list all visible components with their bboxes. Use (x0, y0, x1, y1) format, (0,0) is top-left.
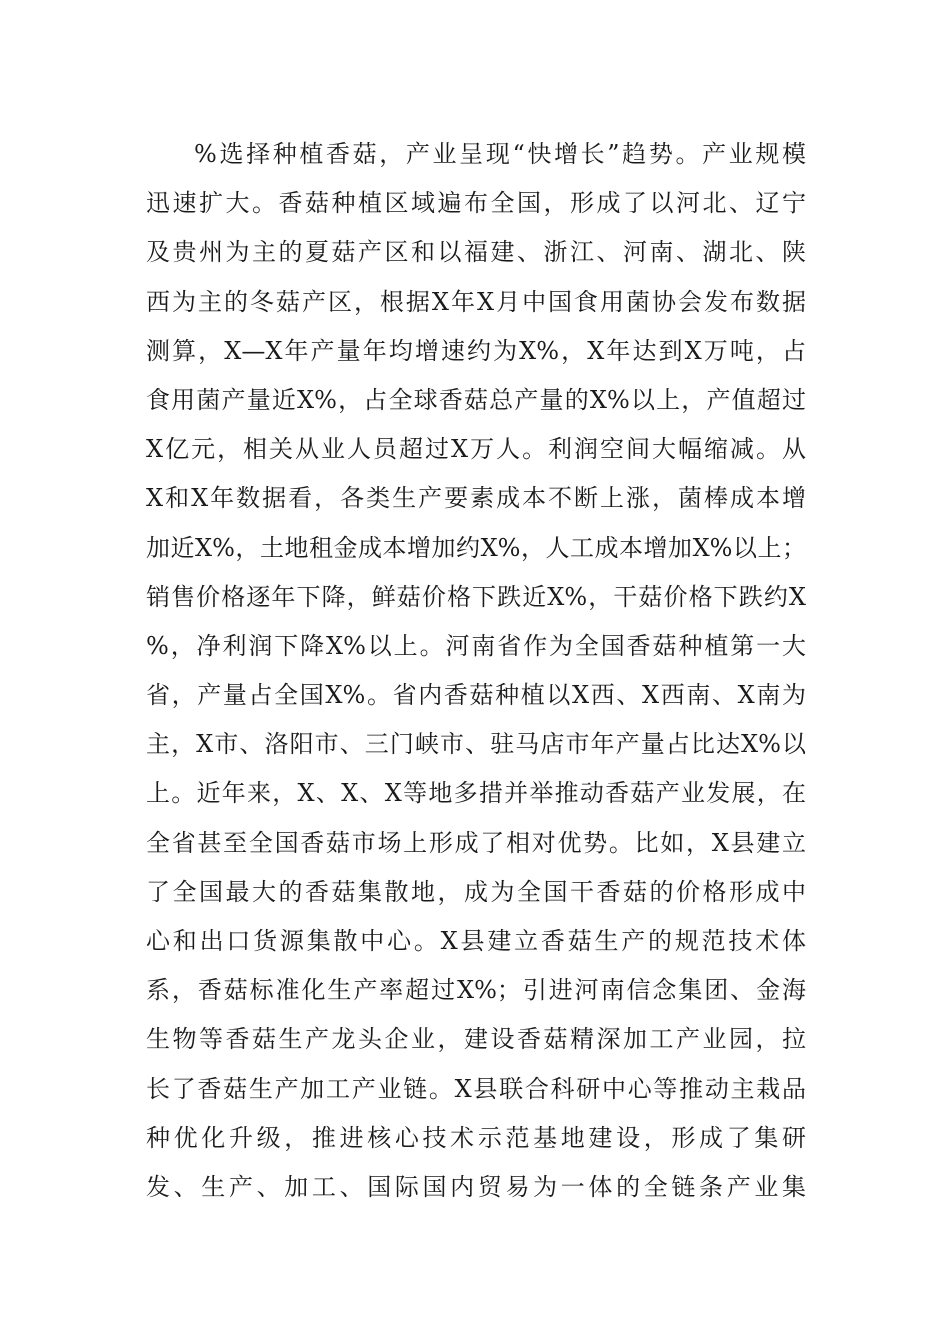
text-line: 及贵州为主的夏菇产区和以福建、浙江、河南、湖北、陕 (146, 238, 806, 267)
text-line: X亿元，相关从业人员超过X万人。利润空间大幅缩减。从 (146, 435, 806, 464)
text-line: 发、生产、加工、国际国内贸易为一体的全链条产业集 (146, 1172, 806, 1201)
text-line: 西为主的冬菇产区，根据X年X月中国食用菌协会发布数据 (146, 287, 806, 316)
body-paragraph (146, 130, 806, 1212)
text-line: %选择种植香菇，产业呈现“快增长”趋势。产业规模 (194, 140, 806, 168)
text-line: 测算，X—X年产量年均增速约为X%，X年达到X万吨，占 (146, 336, 806, 365)
text-line: %，净利润下降X%以上。河南省作为全国香菇种植第一大 (146, 631, 806, 660)
text-line: X和X年数据看，各类生产要素成本不断上涨，菌棒成本增 (146, 484, 806, 513)
text-line: 系，香菇标准化生产率超过X%；引进河南信念集团、金海 (146, 976, 806, 1005)
text-line: 了全国最大的香菇集散地，成为全国干香菇的价格形成中 (146, 877, 806, 906)
text-line: 主，X市、洛阳市、三门峡市、驻马店市年产量占比达X%以 (146, 730, 806, 759)
text-line: 全省甚至全国香菇市场上形成了相对优势。比如，X县建立 (146, 828, 806, 857)
text-line: 心和出口货源集散中心。X县建立香菇生产的规范技术体 (146, 927, 806, 955)
text-line: 食用菌产量近X%，占全球香菇总产量的X%以上，产值超过 (146, 385, 806, 414)
text-line: 加近X%，土地租金成本增加约X%，人工成本增加X%以上； (146, 533, 806, 562)
text-line: 种优化升级，推进核心技术示范基地建设，形成了集研 (146, 1123, 806, 1152)
text-line: 上。近年来，X、X、X等地多措并举推动香菇产业发展，在 (146, 779, 806, 808)
text-line: 长了香菇生产加工产业链。X县联合科研中心等推动主栽品 (146, 1074, 806, 1103)
text-line: 销售价格逐年下降，鲜菇价格下跌近X%，干菇价格下跌约X (146, 582, 806, 611)
text-line: 迅速扩大。香菇种植区域遍布全国，形成了以河北、辽宁 (146, 189, 806, 218)
text-line: 省，产量占全国X%。省内香菇种植以X西、X西南、X南为 (146, 681, 806, 710)
text-line: 生物等香菇生产龙头企业，建设香菇精深加工产业园，拉 (146, 1025, 806, 1054)
